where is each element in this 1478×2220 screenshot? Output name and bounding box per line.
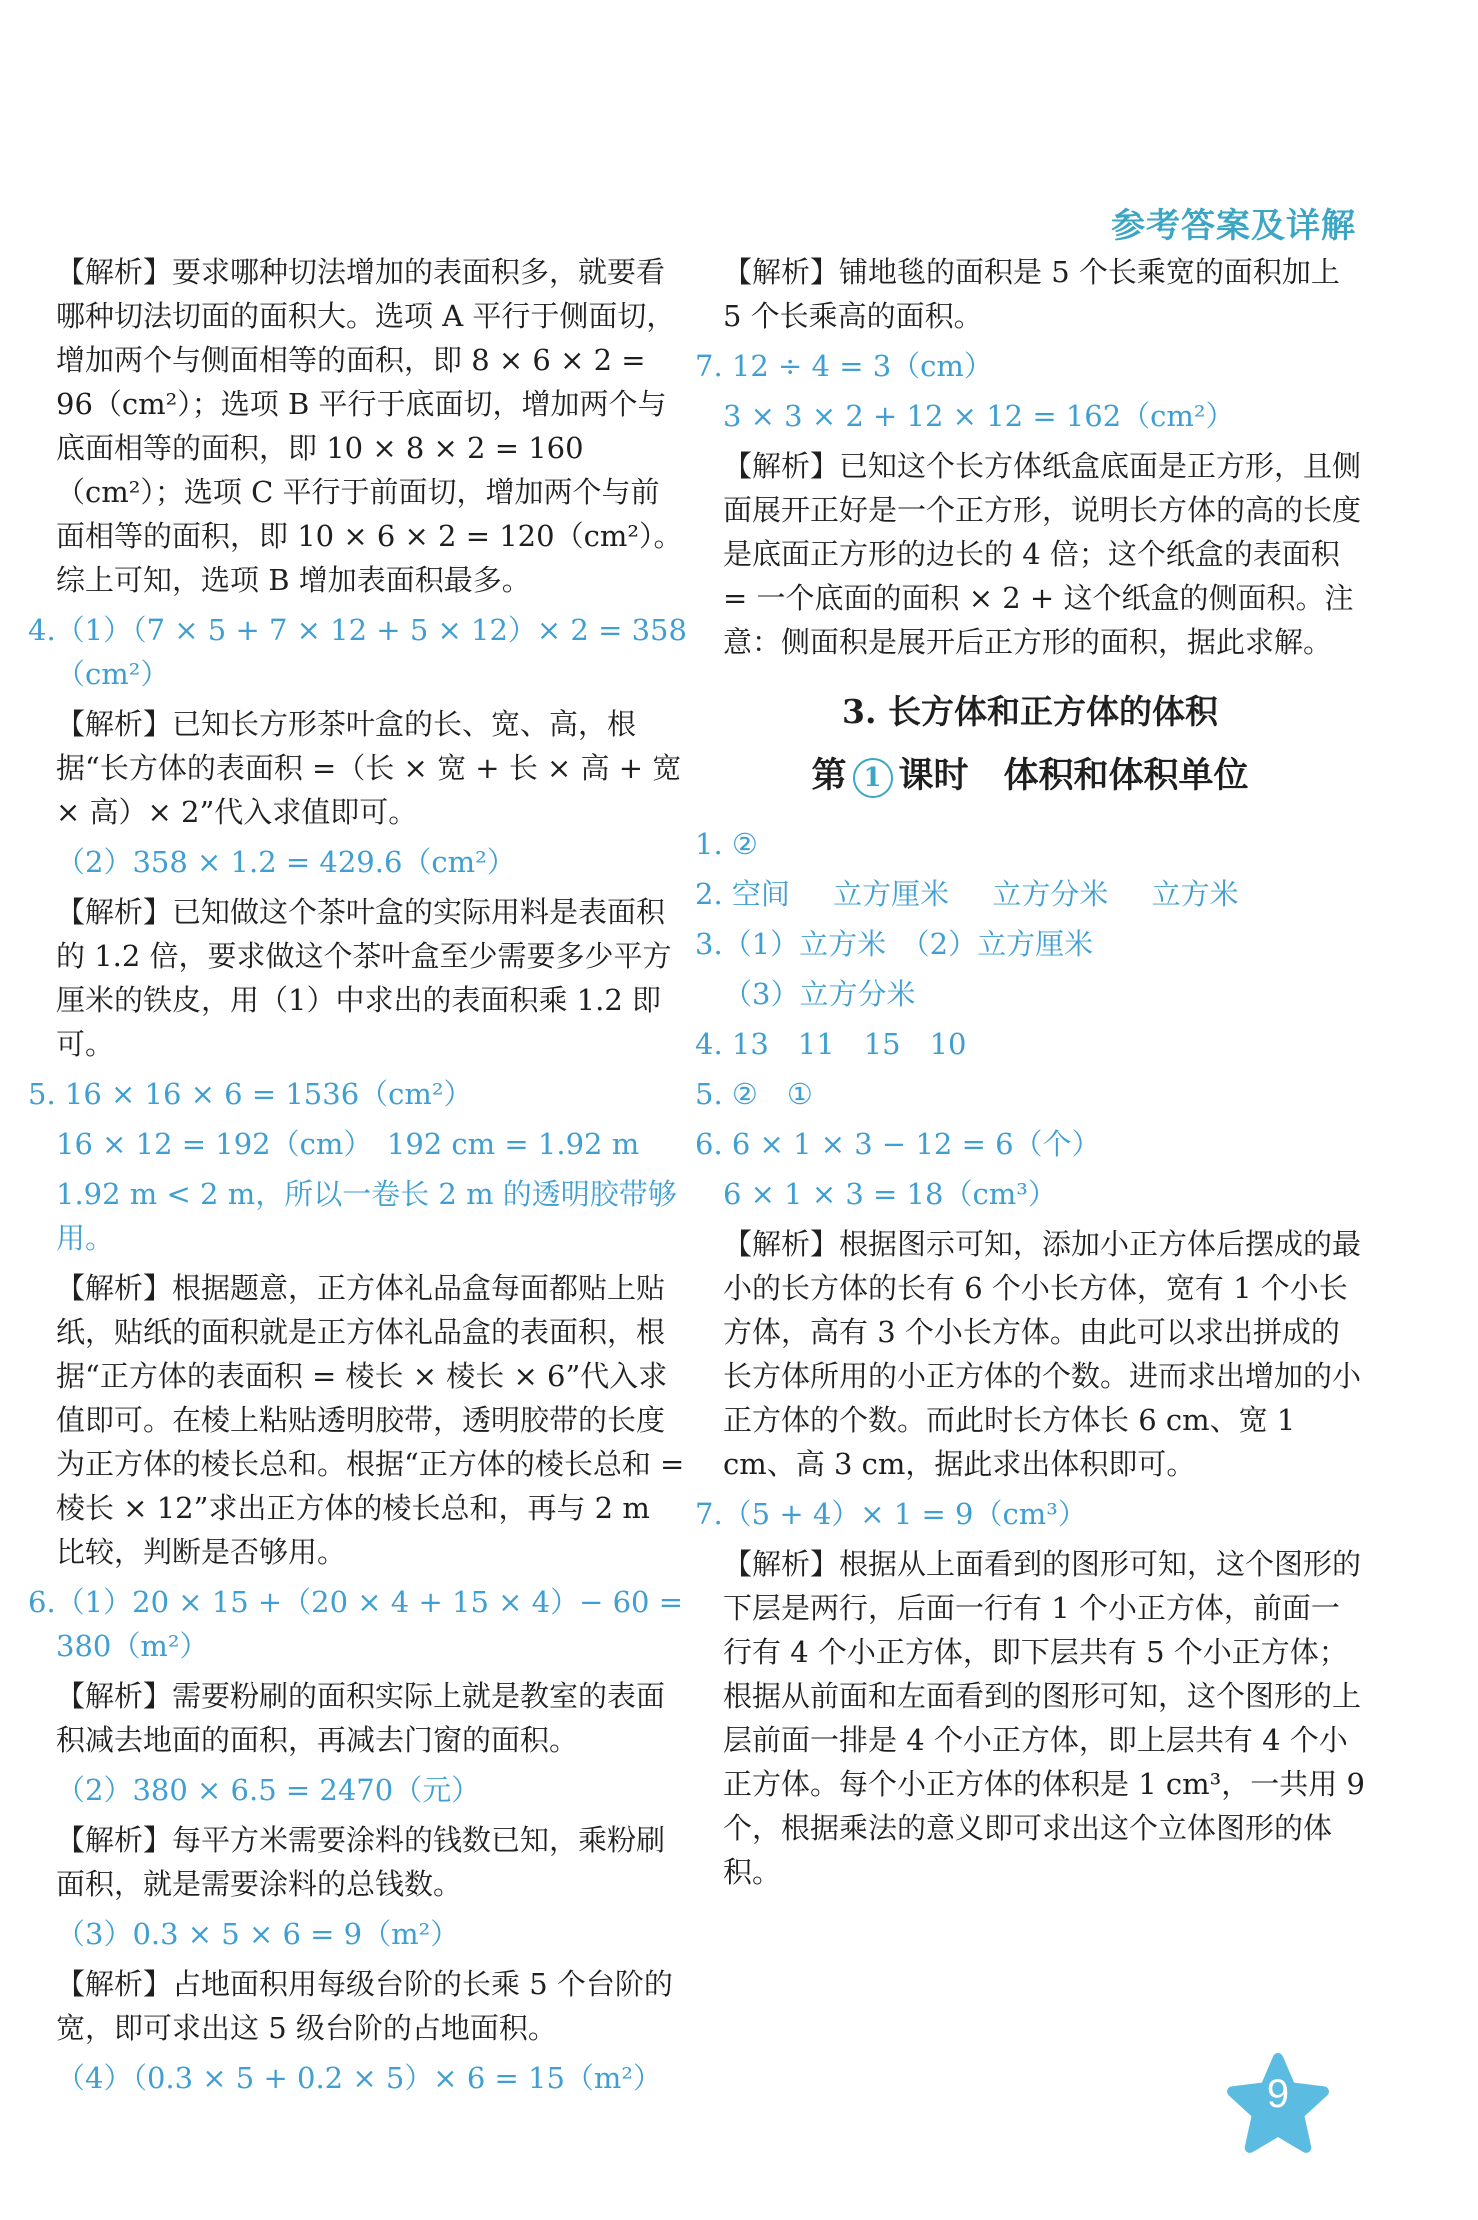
answer-4-2: （2）358 × 1.2 = 429.6（cm²）: [56, 845, 516, 879]
answer-l5: 5. ② ①: [695, 1077, 813, 1111]
answer-4-1: 4.（1）（7 × 5 + 7 × 12 + 5 × 12）× 2 = 358（cm²）: [28, 613, 687, 691]
answer-l4: 4. 13 11 15 10: [695, 1027, 967, 1061]
lesson-title: [695, 754, 1365, 798]
answer-6-3: （3）0.3 × 5 × 6 = 9（m²）: [56, 1917, 460, 1951]
analysis-4-1: 【解析】已知长方形茶叶盒的长、宽、高，根据“长方体的表面积 =（长 × 宽 + 长 × 高 + 宽 × 高）× 2”代入求值即可。: [56, 707, 682, 829]
analysis-l6: 【解析】根据图示可知，添加小正方体后摆成的最小的长方体的长有 6 个小长方体，宽有 1 个小长方体，高有 3 个小长方体。由此可以求出拼成的长方体所用的小正方体的个数。进而求出增加的小正方体的个数。而此时长方体长 6 cm、宽 1 cm、高 3 cm，据此求出体积即可。: [723, 1227, 1362, 1481]
answer-l3-b: （3）立方分米: [723, 977, 916, 1011]
answer-7-b: 3 × 3 × 2 + 12 × 12 = 162（cm²）: [723, 399, 1235, 433]
analysis-6-1: 【解析】需要粉刷的面积实际上就是教室的表面积减去地面的面积，再减去门窗的面积。: [56, 1679, 666, 1757]
answer-l6-b: 6 × 1 × 3 = 18（cm³）: [723, 1177, 1057, 1211]
analysis-6-3: 【解析】占地面积用每级台阶的长乘 5 个台阶的宽，即可求出这 5 级台阶的占地面积。: [56, 1967, 673, 2045]
answer-6-1: 6.（1）20 × 15 +（20 × 4 + 15 × 4）− 60 = 380（m²）: [28, 1585, 684, 1663]
analysis-6-4: 【解析】铺地毯的面积是 5 个长乘宽的面积加上 5 个长乘高的面积。: [723, 255, 1340, 333]
page-header-title: 参考答案及详解: [1111, 206, 1356, 246]
section-title: 3. 长方体和正方体的体积: [842, 692, 1218, 731]
right-column: [695, 250, 1365, 1900]
analysis-4-2: 【解析】已知做这个茶叶盒的实际用料是表面积的 1.2 倍，要求做这个茶叶盒至少需要多少平方厘米的铁皮，用（1）中求出的表面积乘 1.2 即可。: [56, 895, 672, 1061]
left-column: [28, 250, 688, 2106]
answer-l7: 7.（5 + 4）× 1 = 9（cm³）: [695, 1497, 1087, 1531]
analysis-6-2: 【解析】每平方米需要涂料的钱数已知，乘粉刷面积，就是需要涂料的总钱数。: [56, 1823, 666, 1901]
page-number: 9: [1266, 2072, 1290, 2116]
analysis-5: 【解析】根据题意，正方体礼品盒每面都贴上贴纸，贴纸的面积就是正方体礼品盒的表面积，根据“正方体的表面积 = 棱长 × 棱长 × 6”代入求值即可。在棱上粘贴透明胶带，透明胶带的长度为正方体的棱长总和。根据“正方体的棱长总和 = 棱长 × 12”求出正方体的棱长总和，再与 2 m 比较，判断是否够用。: [56, 1271, 685, 1569]
lesson-prefix: 第: [811, 755, 847, 796]
answer-l2: [695, 872, 1365, 916]
answer-6-2: （2）380 × 6.5 = 2470（元）: [56, 1773, 481, 1807]
answer-l2-num: 2.: [695, 877, 723, 911]
answer-l6-a: 6. 6 × 1 × 3 − 12 = 6（个）: [695, 1127, 1101, 1161]
lesson-suffix: 课时 体积和体积单位: [898, 755, 1249, 796]
answer-6-4: （4）（0.3 × 5 + 0.2 × 5）× 6 = 15（m²）: [56, 2061, 663, 2095]
answer-l2-d: 立方米: [1151, 877, 1239, 911]
answer-l1: 1. ②: [695, 827, 758, 861]
lesson-number-badge: 1: [853, 758, 893, 798]
answer-5-b: 16 × 12 = 192（cm） 192 cm = 1.92 m: [56, 1127, 640, 1161]
answer-l2-b: 立方厘米: [833, 877, 950, 911]
answer-l2-a: 空间: [731, 877, 790, 911]
answer-l3-a: 3.（1）立方米 （2）立方厘米: [695, 927, 1094, 961]
answer-5-a: 5. 16 × 16 × 6 = 1536（cm²）: [28, 1077, 473, 1111]
analysis-7: 【解析】已知这个长方体纸盒底面是正方形，且侧面展开正好是一个正方形，说明长方体的高的长度是底面正方形的边长的 4 倍；这个纸盒的表面积 = 一个底面的面积 × 2 + 这个纸盒的侧面积。注意：侧面积是展开后正方形的面积，据此求解。: [723, 449, 1362, 659]
answer-l2-c: 立方分米: [992, 877, 1109, 911]
analysis-l7: 【解析】根据从上面看到的图形可知，这个图形的下层是两行，后面一行有 1 个小正方体，前面一行有 4 个小正方体，即下层共有 5 个小正方体；根据从前面和左面看到的图形可知，这个图形的上层前面一排是 4 个小正方体，即上层共有 4 个小正方体。每个小正方体的体积是 1 cm³，一共用 9 个，根据乘法的意义即可求出这个立体图形的体积。: [723, 1547, 1365, 1889]
answer-5-c: 1.92 m < 2 m，所以一卷长 2 m 的透明胶带够用。: [56, 1177, 677, 1255]
answer-7-a: 7. 12 ÷ 4 = 3（cm）: [695, 349, 993, 383]
analysis-3: 【解析】要求哪种切法增加的表面积多，就要看哪种切法切面的面积大。选项 A 平行于侧面切，增加两个与侧面相等的面积，即 8 × 6 × 2 = 96（cm²）；选项 B 平行于底面切，增加两个与底面相等的面积，即 10 × 8 × 2 = 160（cm²）；选项 C 平行于前面切，增加两个与前面相等的面积，即 10 × 6 × 2 = 120（cm²）。综上可知，选项 B 增加表面积最多。: [56, 255, 683, 597]
